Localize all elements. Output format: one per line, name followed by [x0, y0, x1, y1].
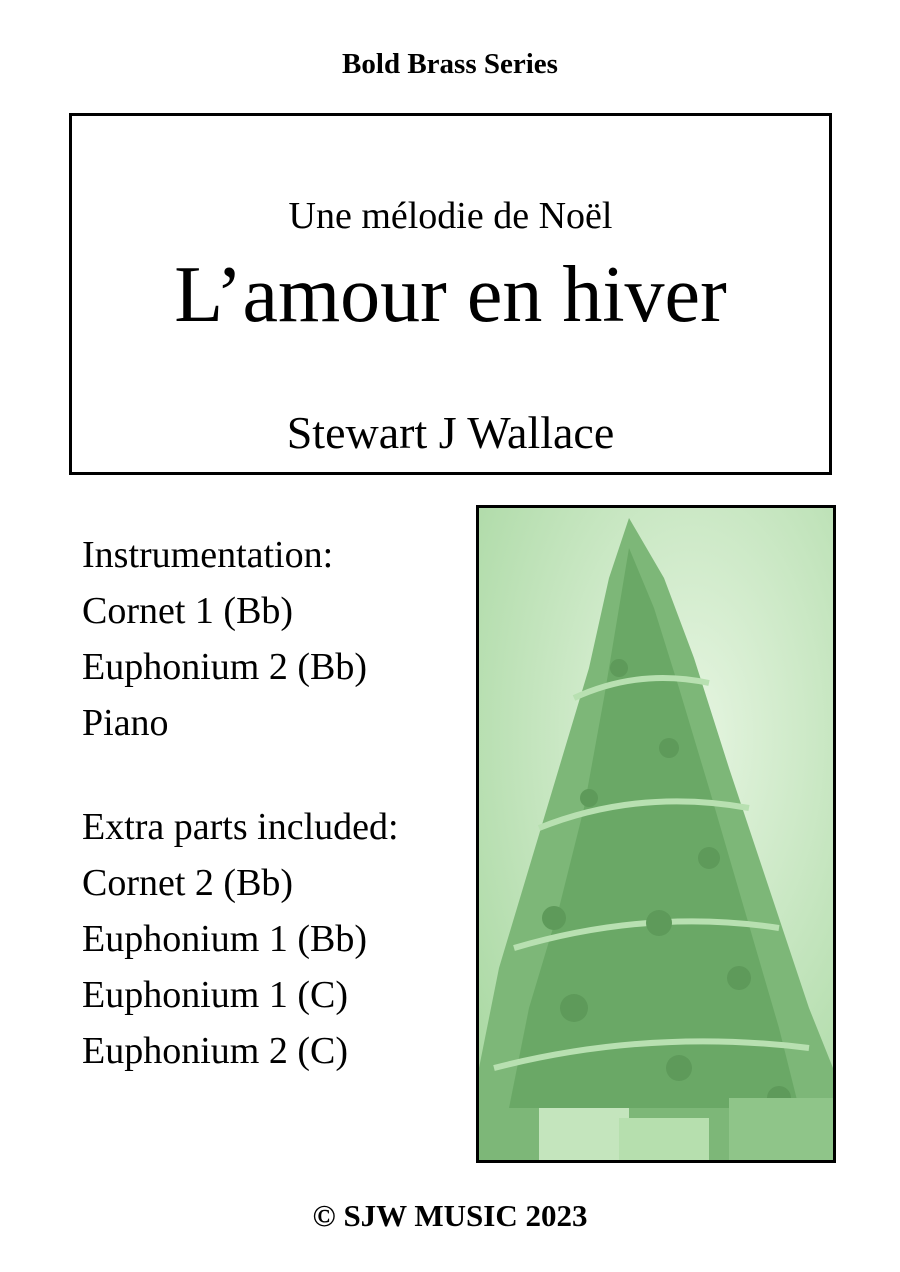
instrumentation-list [82, 527, 367, 751]
extra-part-item: Cornet 2 (Bb) [82, 862, 294, 904]
extra-part-item: Euphonium 1 (C) [82, 974, 348, 1016]
instrument-item: Euphonium 2 (Bb) [82, 646, 367, 688]
instrument-item: Piano [82, 702, 169, 744]
christmas-tree-illustration [479, 508, 833, 1160]
extra-parts-list [82, 799, 399, 1079]
series-title: Bold Brass Series [342, 48, 558, 80]
instrumentation-heading: Instrumentation: [82, 534, 334, 576]
copyright: © SJW MUSIC 2023 [312, 1198, 588, 1233]
christmas-tree-photo [476, 505, 836, 1163]
extra-parts-heading: Extra parts included: [82, 806, 399, 848]
extra-part-item: Euphonium 2 (C) [82, 1030, 348, 1072]
extra-part-item: Euphonium 1 (Bb) [82, 918, 367, 960]
composer: Stewart J Wallace [286, 407, 615, 458]
title-box [69, 113, 832, 475]
main-title: L’amour en hiver [174, 251, 727, 339]
subtitle: Une mélodie de Noël [288, 195, 613, 237]
instrument-item: Cornet 1 (Bb) [82, 590, 294, 632]
